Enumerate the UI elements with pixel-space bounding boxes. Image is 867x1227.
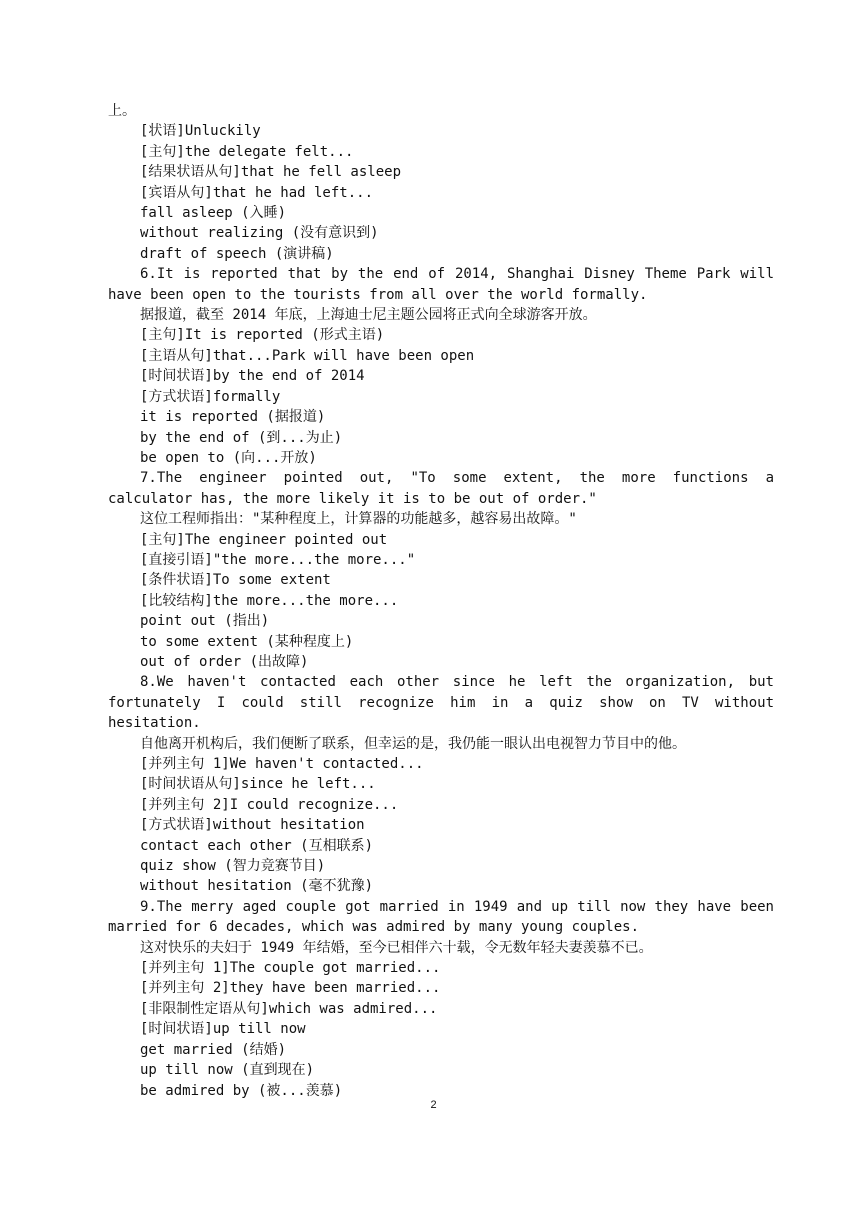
text-line: [并列主句 1]We haven't contacted... xyxy=(140,756,424,772)
text-line: [主句]The engineer pointed out xyxy=(140,531,388,548)
text-line: [时间状语]up till now xyxy=(140,1021,306,1038)
text-line: [并列主句 1]The couple got married... xyxy=(140,960,441,977)
text-line: 6.It is reported that by the end of 2014, Shanghai Disney Theme Park will have been open to the tourists from all over the world formally. xyxy=(108,266,783,303)
text-line: [主句]the delegate felt... xyxy=(140,143,354,160)
text-line: [状语]Unluckily xyxy=(140,123,261,140)
document-body xyxy=(108,101,783,1101)
text-line: without hesitation (毫不犹豫) xyxy=(140,878,374,895)
text-line: [并列主句 2]they have been married... xyxy=(140,980,441,997)
text-line: to some extent (某种程度上) xyxy=(140,633,354,650)
text-line: fall asleep (入睡) xyxy=(140,205,287,222)
text-line: up till now (直到现在) xyxy=(140,1062,315,1079)
text-line: [方式状语]formally xyxy=(140,388,281,405)
text-line: out of order (出故障) xyxy=(140,653,309,670)
text-line: [宾语从句]that he had left... xyxy=(140,184,374,201)
text-line: 这对快乐的夫妇于 1949 年结婚，至今已相伴六十载，令无数年轻夫妻羡慕不已。 xyxy=(140,939,653,956)
text-line: contact each other (互相联系) xyxy=(140,837,374,854)
text-line: quiz show (智力竞赛节目) xyxy=(140,858,326,875)
text-line: [并列主句 2]I could recognize... xyxy=(140,796,399,813)
text-line: [方式状语]without hesitation xyxy=(140,817,365,834)
text-line: [结果状语从句]that he fell asleep xyxy=(140,164,402,181)
text-line: 7.The engineer pointed out, "To some extent, the more functions a calculator has, the more likely it is to be out of order." xyxy=(108,470,783,507)
text-line: 自他离开机构后，我们便断了联系，但幸运的是，我仍能一眼认出电视智力节目中的他。 xyxy=(140,735,686,752)
text-line: be open to (向...开放) xyxy=(140,449,317,466)
text-line: [时间状语]by the end of 2014 xyxy=(140,368,365,385)
text-line: [主语从句]that...Park will have been open xyxy=(140,347,475,364)
text-line: point out (指出) xyxy=(140,613,270,630)
text-line: 上。 xyxy=(108,103,136,119)
text-line: draft of speech (演讲稿) xyxy=(140,245,334,262)
page-number: 2 xyxy=(430,1099,437,1111)
text-line: [主句]It is reported (形式主语) xyxy=(140,327,385,344)
text-line: 8.We haven't contacted each other since he left the organization, but fortunately I could still recognize him in a quiz show on TV without hesitation. xyxy=(108,674,783,732)
text-line: be admired by (被...羡慕) xyxy=(140,1082,343,1099)
text-line: [比较结构]the more...the more... xyxy=(140,592,399,609)
text-line: get married (结婚) xyxy=(140,1041,287,1058)
text-line: [时间状语从句]since he left... xyxy=(140,776,376,793)
text-line: 据报道，截至 2014 年底，上海迪士尼主题公园将正式向全球游客开放。 xyxy=(140,307,597,324)
text-line: 9.The merry aged couple got married in 1949 and up till now they have been married for 6 decades, which was admired by many young couples. xyxy=(108,898,783,936)
text-line: it is reported (据报道) xyxy=(140,409,326,426)
text-line: [非限制性定语从句]which was admired... xyxy=(140,1000,438,1017)
text-line: without realizing (没有意识到) xyxy=(140,225,379,242)
text-line: [条件状语]To some extent xyxy=(140,572,331,589)
text-line: by the end of (到...为止) xyxy=(140,429,343,446)
text-line: [直接引语]"the more...the more..." xyxy=(140,551,416,568)
text-line: 这位工程师指出："某种程度上，计算器的功能越多，越容易出故障。" xyxy=(140,511,577,528)
